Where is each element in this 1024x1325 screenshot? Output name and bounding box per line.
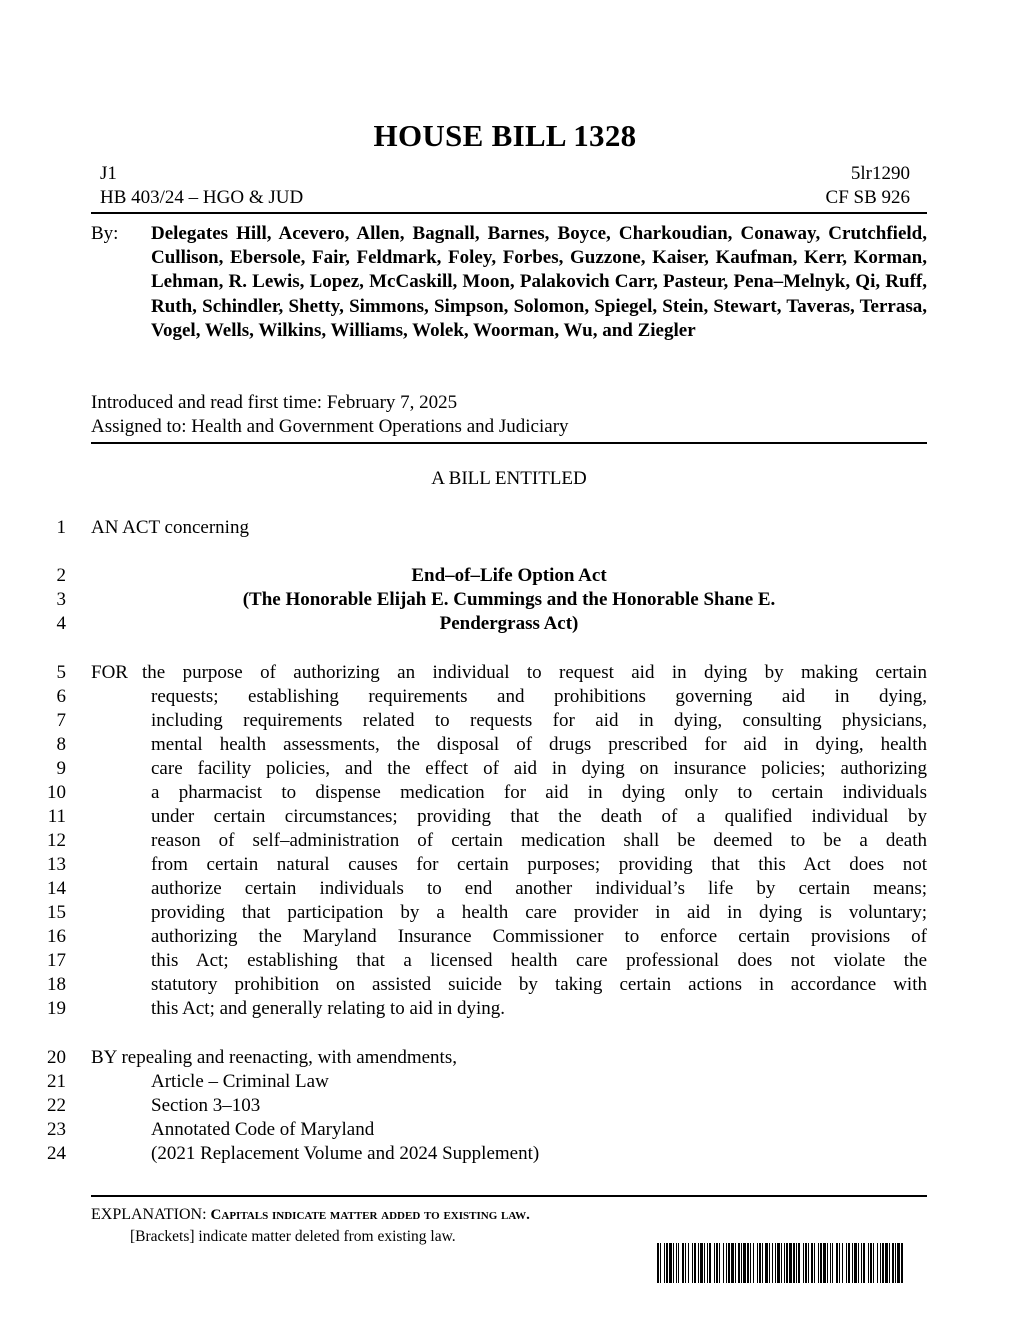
barcode-bar: [858, 1243, 859, 1283]
line-number: 13: [47, 854, 66, 875]
barcode-bar: [854, 1243, 857, 1283]
act-concerning: AN ACT concerning: [91, 517, 249, 538]
barcode-bar: [892, 1243, 894, 1283]
cross-file-ref: CF SB 926: [825, 187, 910, 208]
purpose-line: a pharmacist to dispense medication for aid in dying only to certain individuals: [151, 782, 927, 803]
barcode-bar: [709, 1243, 711, 1283]
barcode-bar: [880, 1243, 881, 1283]
explanation-line: [91, 1206, 530, 1224]
barcode-bar: [786, 1243, 788, 1283]
line-number: 16: [47, 926, 66, 947]
barcode-bar: [895, 1243, 896, 1283]
barcode-bar: [666, 1243, 668, 1283]
purpose-line: from certain natural causes for certain purposes; providing that this Act does not: [151, 854, 927, 875]
barcode-bar: [735, 1243, 736, 1283]
barcode-bar: [818, 1243, 819, 1283]
line-number: 9: [56, 758, 66, 779]
header-rule: [91, 212, 927, 214]
line-number: 24: [47, 1143, 66, 1164]
barcode-bar: [660, 1243, 661, 1283]
line-number: 2: [56, 565, 66, 586]
purpose-line: this Act; and generally relating to aid in dying.: [151, 998, 506, 1019]
barcode-bar: [836, 1243, 838, 1283]
sponsor-rule: [91, 442, 927, 444]
explanation-label: EXPLANATION:: [91, 1206, 207, 1223]
purpose-line: authorizing the Maryland Insurance Commissioner to enforce certain provisions of: [151, 926, 927, 947]
article-line: Article – Criminal Law: [151, 1071, 329, 1092]
committee-code: J1: [100, 163, 117, 184]
line-number: 22: [47, 1095, 66, 1116]
barcode-bar: [728, 1243, 730, 1283]
line-number: 5: [56, 662, 66, 683]
barcode-bar: [757, 1243, 758, 1283]
purpose-line: statutory prohibition on assisted suicide by taking certain actions in accordance with: [151, 974, 927, 995]
barcode-bar: [820, 1243, 822, 1283]
purpose-line: requests; establishing requirements and prohibitions governing aid in dying,: [151, 686, 927, 707]
barcode-bar: [789, 1243, 792, 1283]
barcode-bar: [814, 1243, 815, 1283]
barcode-bar: [777, 1243, 780, 1283]
by-label: By:: [91, 223, 119, 244]
barcode-bar: [704, 1243, 705, 1283]
line-number: 14: [47, 878, 66, 899]
barcode-bar: [700, 1243, 703, 1283]
barcode-bar: [901, 1243, 903, 1283]
act-honorific-title: (The Honorable Elijah E. Cummings and the Honorable Shane E.: [242, 589, 776, 610]
barcode-bar: [743, 1243, 746, 1283]
barcode-bar: [664, 1243, 665, 1283]
barcode-bar: [682, 1243, 684, 1283]
barcode-bar: [811, 1243, 813, 1283]
line-number: 20: [47, 1047, 66, 1068]
barcode-bar: [842, 1243, 843, 1283]
barcode-bar: [897, 1243, 900, 1283]
barcode-bar: [781, 1243, 782, 1283]
barcode-bar: [823, 1243, 826, 1283]
barcode-bar: [678, 1243, 679, 1283]
explanation-capitals: Capitals indicate matter added to existing law.: [210, 1207, 530, 1223]
barcode-bar: [852, 1243, 853, 1283]
barcode-bar: [676, 1243, 677, 1283]
barcode-bar: [848, 1243, 850, 1283]
line-number: 12: [47, 830, 66, 851]
line-number: 4: [56, 613, 66, 634]
barcode-bar: [726, 1243, 727, 1283]
barcode-bar: [762, 1243, 763, 1283]
act-short-title: End–of–Life Option Act: [411, 565, 607, 586]
barcode-bar: [723, 1243, 724, 1283]
barcode-bar: [870, 1243, 872, 1283]
barcode-bar: [832, 1243, 833, 1283]
barcode-bar: [877, 1243, 878, 1283]
barcode-bar: [796, 1243, 797, 1283]
barcode-bar: [830, 1243, 831, 1283]
explanation-brackets: [Brackets] indicate matter deleted from existing law.: [130, 1228, 456, 1245]
barcode-bar: [839, 1243, 840, 1283]
barcode-bar: [759, 1243, 761, 1283]
barcode-bar: [688, 1243, 689, 1283]
line-number: 15: [47, 902, 66, 923]
barcode-bar: [750, 1243, 751, 1283]
line-number: 7: [56, 710, 66, 731]
line-number: 6: [56, 686, 66, 707]
purpose-line: the purpose of authorizing an individual to request aid in dying by making certain: [142, 662, 927, 683]
section-line: Section 3–103: [151, 1095, 261, 1116]
purpose-line: under certain circumstances; providing that the death of a qualified individual by: [151, 806, 927, 827]
sponsor-names: Delegates Hill, Acevero, Allen, Bagnall, Barnes, Boyce, Charkoudian, Conaway, Crutchfield, Cullison, Ebersole, Fair, Feldmark, Foley, Forbes, Guzzone, Kaiser, Kaufman, Kerr, Korman, Lehman, R. Lewis, Lopez, McCaskill, Moon, Palakovich Carr, Pasteur, Pena–Melnyk, Qi, Ruff, Ruth, Schindler, Shetty, Simmons, Simpson, Solomon, Spiegel, Stein, Stewart, Taveras, Terrasa, Vogel, Wells, Wilkins, Williams, Wolek, Woorman, Wu, and Ziegler: [151, 223, 927, 341]
barcode-bar: [694, 1243, 696, 1283]
barcode-bar: [861, 1243, 862, 1283]
barcode-bar: [793, 1243, 795, 1283]
barcode-bar: [698, 1243, 699, 1283]
barcode-bar: [716, 1243, 718, 1283]
repeal-reenact-line: BY repealing and reenacting, with amendments,: [91, 1047, 457, 1068]
bill-entitled-heading: A BILL ENTITLED: [431, 468, 587, 489]
line-number: 21: [47, 1071, 66, 1092]
barcode-bar: [798, 1243, 800, 1283]
line-number: 23: [47, 1119, 66, 1140]
assigned-line: Assigned to: Health and Government Operations and Judiciary: [91, 416, 569, 437]
barcode-bar: [692, 1243, 693, 1283]
barcode-bar: [669, 1243, 672, 1283]
line-number: 11: [47, 806, 66, 827]
sponsor-block: [91, 222, 927, 343]
line-number: 17: [47, 950, 66, 971]
introduced-line: Introduced and read first time: February 7, 2025: [91, 392, 458, 413]
code-line: Annotated Code of Maryland: [151, 1119, 375, 1140]
purpose-line: including requirements related to requests for aid in dying, consulting physicians,: [151, 710, 927, 731]
barcode-bar: [753, 1243, 754, 1283]
line-number: 8: [56, 734, 66, 755]
purpose-line: reason of self–administration of certain medication shall be deemed to be a death: [151, 830, 927, 851]
purpose-line: providing that participation by a health care provider in aid in dying is voluntary;: [151, 902, 927, 923]
line-number: 19: [47, 998, 66, 1019]
barcode-bar: [714, 1243, 715, 1283]
footer-rule: [91, 1195, 927, 1197]
lr-number: 5lr1290: [850, 163, 910, 184]
barcode-bar: [673, 1243, 674, 1283]
barcode-bar: [882, 1243, 884, 1283]
barcode-bar: [719, 1243, 720, 1283]
barcode-bar: [803, 1243, 804, 1283]
line-number: 18: [47, 974, 66, 995]
barcode-bar: [808, 1243, 809, 1283]
barcode-bar: [657, 1243, 659, 1283]
barcode-bar: [873, 1243, 874, 1283]
barcode-bar: [741, 1243, 742, 1283]
barcode-bar: [805, 1243, 807, 1283]
barcode-bar: [885, 1243, 888, 1283]
barcode-icon: [657, 1243, 903, 1283]
purpose-line: authorize certain individuals to end another individual’s life by certain means;: [151, 878, 927, 899]
barcode-bar: [707, 1243, 708, 1283]
barcode-bar: [769, 1243, 770, 1283]
barcode-bar: [868, 1243, 869, 1283]
bill-title: HOUSE BILL 1328: [373, 118, 637, 153]
prior-bill-ref: HB 403/24 – HGO & JUD: [100, 187, 304, 208]
barcode-bar: [747, 1243, 749, 1283]
barcode-bar: [765, 1243, 768, 1283]
barcode-bar: [772, 1243, 773, 1283]
purpose-line: this Act; establishing that a licensed health care professional does not violate the: [151, 950, 927, 971]
barcode-bar: [731, 1243, 734, 1283]
barcode-bar: [784, 1243, 785, 1283]
line-number: 10: [47, 782, 66, 803]
volume-line: (2021 Replacement Volume and 2024 Supplement): [151, 1143, 540, 1164]
barcode-bar: [685, 1243, 686, 1283]
purpose-lead: FOR: [91, 662, 128, 683]
barcode-bar: [863, 1243, 865, 1283]
barcode-bar: [775, 1243, 776, 1283]
line-number: 1: [56, 517, 66, 538]
line-number: 3: [56, 589, 66, 610]
purpose-line: care facility policies, and the effect of aid in dying on insurance policies; authorizing: [151, 758, 927, 779]
barcode-bar: [827, 1243, 828, 1283]
purpose-line: mental health assessments, the disposal of drugs prescribed for aid in dying, health: [151, 734, 927, 755]
act-honorific-title-cont: Pendergrass Act): [439, 613, 579, 634]
barcode-bar: [738, 1243, 740, 1283]
barcode-bar: [889, 1243, 890, 1283]
barcode-bar: [846, 1243, 847, 1283]
